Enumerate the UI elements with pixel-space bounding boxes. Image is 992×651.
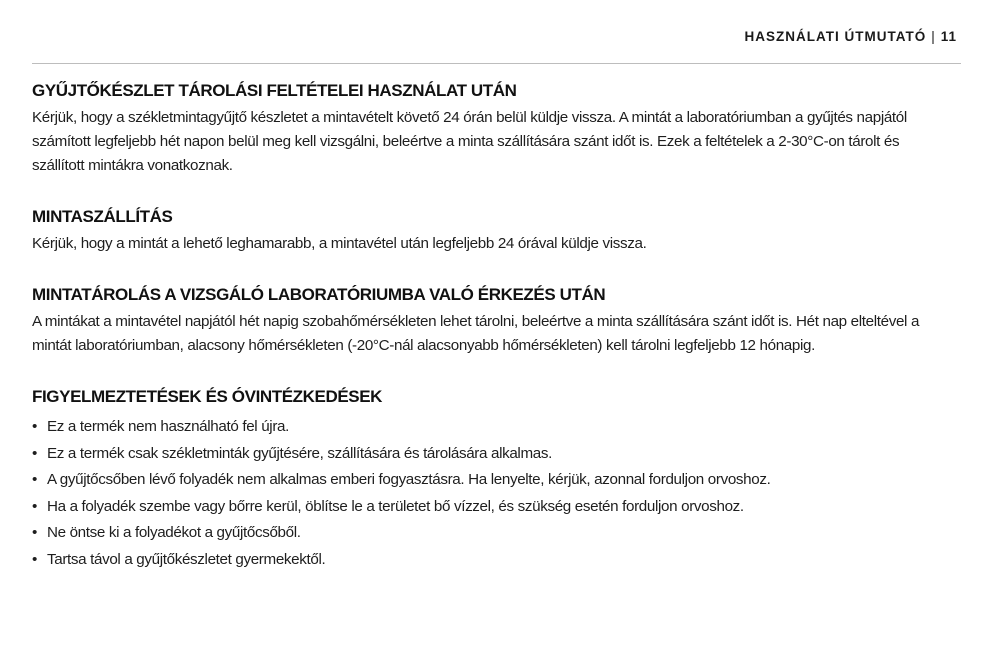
list-item	[32, 547, 944, 574]
section-heading: MINTATÁROLÁS A VIZSGÁLÓ LABORATÓRIUMBA VALÓ ÉRKEZÉS UTÁN	[32, 285, 606, 304]
section-lab-storage	[32, 284, 944, 358]
section-paragraph: A mintákat a mintavétel napjától hét napig szobahőmérsékleten lehet tárolni, beleértve a minta szállítására szánt időt is. Hét nap elteltével a mintát laboratóriumban, alacsony hőmérsékleten (-20°C-nál alacsonyabb hőmérsékleten) kell tárolni legfeljebb 12 hónapig.	[32, 313, 920, 354]
section-storage-conditions	[32, 80, 944, 178]
header-divider	[32, 63, 961, 64]
section-heading: GYŰJTŐKÉSZLET TÁROLÁSI FELTÉTELEI HASZNÁLAT UTÁN	[32, 81, 517, 100]
header-separator: |	[931, 29, 936, 44]
list-item	[32, 441, 944, 468]
bullet-icon: •	[32, 497, 37, 515]
bullet-icon: •	[32, 550, 37, 568]
section-warnings	[32, 386, 944, 574]
section-heading: MINTASZÁLLÍTÁS	[32, 207, 173, 226]
list-item-text: A gyűjtőcsőben lévő folyadék nem alkalmas emberi fogyasztásra. Ha lenyelte, kérjük, azonnal forduljon orvoshoz.	[47, 471, 771, 489]
list-item	[32, 467, 944, 494]
bullet-icon: •	[32, 524, 37, 542]
bullet-icon: •	[32, 444, 37, 462]
section-heading: FIGYELMEZTETÉSEK ÉS ÓVINTÉZKEDÉSEK	[32, 387, 383, 406]
list-item-text: Ez a termék nem használható fel újra.	[47, 418, 289, 435]
list-item-text: Ne öntse ki a folyadékot a gyűjtőcsőből.	[47, 524, 301, 542]
section-sample-shipping	[32, 206, 944, 256]
section-paragraph: Kérjük, hogy a mintát a lehető leghamarabb, a mintavétel után legfeljebb 24 órával küldje vissza.	[32, 235, 647, 252]
list-item	[32, 414, 944, 441]
warnings-list	[32, 414, 944, 574]
list-item-text: Tartsa távol a gyűjtőkészletet gyermekektől.	[47, 550, 326, 568]
list-item	[32, 494, 944, 521]
list-item	[32, 520, 944, 547]
page-number: 11	[940, 29, 957, 44]
list-item-text: Ez a termék csak székletminták gyűjtésére, szállítására és tárolására alkalmas.	[47, 444, 552, 462]
bullet-icon: •	[32, 418, 37, 435]
document-title: HASZNÁLATI ÚTMUTATÓ	[744, 29, 927, 44]
page-header	[744, 29, 957, 44]
document-body	[32, 80, 944, 602]
list-item-text: Ha a folyadék szembe vagy bőrre kerül, öblítse le a területet bő vízzel, és szükség esetén forduljon orvoshoz.	[47, 497, 744, 515]
section-paragraph: Kérjük, hogy a székletmintagyűjtő készletet a mintavételt követő 24 órán belül küldje vissza. A mintát a laboratóriumban a gyűjtés napjától számított legfeljebb hét napon belül meg kell vizsgálni, beleértve a minta szállítására szánt időt is. Ezek a feltételek a 2-30°C-on tárolt és szállított mintákra vonatkoznak.	[32, 109, 907, 174]
bullet-icon: •	[32, 471, 37, 489]
